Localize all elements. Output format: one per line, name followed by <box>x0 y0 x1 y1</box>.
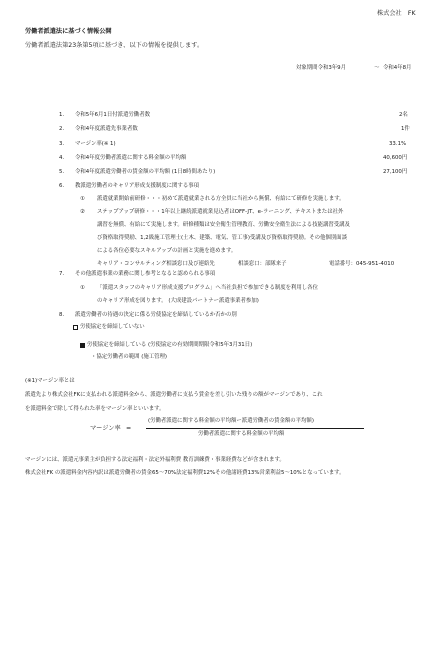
item-label: 令和4年度労働者派遣に関する料金額の平均額 <box>75 155 187 161</box>
agreement-option-signed: 労使協定を締結している (労使協定の有効期間期限令和5年3月31日) <box>87 342 253 348</box>
item-value: 40,600円 <box>383 155 408 161</box>
formula-denominator: 労働者派遣に関する料金額の平均額 <box>198 431 285 437</box>
sub-text-line: 「派遣スタッフのキャリア形成支援プログラム」へ当社負担で参加できる制度を利用し各位 <box>97 285 318 291</box>
section-heading: その他派遣事業の業務に関し参考となると認められる事項 <box>75 271 216 277</box>
item-value: 2名 <box>399 112 408 118</box>
page-title: 労働者派遣法に基づく情報公開 <box>25 28 112 35</box>
footer-line: 株式会社FK の派遣料金内容内訳は派遣労働者の賃金65～70%法定福利費12%その他諸経費13%営業利益5～10%となっています。 <box>25 470 345 476</box>
section-heading: 派遣労働者の待遇の決定に係る労使協定を締結しているか否かの別 <box>75 312 237 318</box>
item-value: 1件 <box>401 126 410 132</box>
note-title: (※1)マージン率とは <box>25 378 75 384</box>
item-number: 1. <box>59 112 65 118</box>
sub-text-line: び資格取得奨励、1,2級施工管理士(土木、建築、電気、管工事)受講及び資格取得奨励。その他個別面談 <box>97 235 347 241</box>
section-number: 6. <box>59 183 65 189</box>
item-label: マージン率(※ 1) <box>75 141 116 147</box>
note-text-line: 派遣先より株式会社FKに支払われる派遣料金から、派遣労働者に支払う賃金を差し引いた残りの額がマージンであり、これ <box>25 392 323 398</box>
footer-line: マージンには、派遣元事業主が負担する法定福利・法定外福利費 教育訓練費・事業経費などが含まれます。 <box>25 457 285 463</box>
item-label: 令和4年度派遣先事業者数 <box>75 126 138 132</box>
item-label: 令和4年度派遣労働者の賃金額の平均額 (1日8時間あたり) <box>75 169 216 175</box>
checkbox-checked <box>80 343 85 348</box>
formula-label: マージン率 <box>90 425 121 432</box>
sub-marker: ① <box>80 196 85 202</box>
period-end: 令和4年8月 <box>383 65 412 71</box>
intro-text: 労働者派遣法第23条第5項に基づき、以下の情報を提供します。 <box>25 42 204 49</box>
sub-text-line: 講習を無償、有給にて実施します。研修種類は安全衛生管理教育、労働安全衛生法による技能講習受講及 <box>97 222 350 228</box>
note-text-line: を派遣料金で除して得られた率をマージン率といいます。 <box>25 406 165 412</box>
section-number: 8. <box>59 312 65 318</box>
consult-phone: 電話番号：045-951-4010 <box>329 261 395 267</box>
sub-text-line: による各位必要なスキルアップの計画と実施を進めます。 <box>97 248 237 254</box>
section-number: 7. <box>59 271 65 277</box>
sub-marker: ① <box>80 285 85 291</box>
period-tilde: ～ <box>374 65 380 71</box>
sub-text-line: ステップアップ研修・・・1年以上継続派遣就業見込者はOFF-JT、e-ラーニング、テキストまたは社外 <box>97 209 344 215</box>
item-value: 33.1% <box>389 141 407 147</box>
agreement-scope: ・協定労働者の範囲 (施工管理) <box>91 354 167 360</box>
consult-label: キャリア・コンサルティング相談窓口及び連絡先 <box>97 261 215 267</box>
section-heading: 教派遣労働者のキャリア形成支援制度に関する事項 <box>75 183 199 189</box>
sub-marker: ② <box>80 209 85 215</box>
item-label: 令和5年6月1日付派遣労働者数 <box>75 112 150 118</box>
checkbox-unchecked <box>73 325 78 330</box>
sub-text: 派遣就業開始前研修・・・初めて派遣就業される方全員に当社から無償、有給にて研修を実施します。 <box>97 196 345 202</box>
formula-equals: = <box>126 425 132 432</box>
item-number: 5. <box>59 169 65 175</box>
fraction-bar <box>146 428 364 429</box>
item-number: 4. <box>59 155 65 161</box>
item-number: 3. <box>59 141 65 147</box>
agreement-option-not-signed: 労使協定を締結していない <box>80 324 145 330</box>
consult-person: 相談窓口：部隊来子 <box>238 261 287 267</box>
item-number: 2. <box>59 126 65 132</box>
period-label: 対象期間令和3年9月 <box>296 65 346 71</box>
company-name: 株式会社 FK <box>377 10 416 17</box>
sub-text-line: のキャリア形成を図ります。 (大成建設パートナー派遣事業者参加) <box>97 298 259 304</box>
formula-numerator: (労働者派遣に関する料金額の平均額ー派遣労働者の賃金額の平均額) <box>148 418 314 424</box>
item-value: 27,100円 <box>383 169 408 175</box>
